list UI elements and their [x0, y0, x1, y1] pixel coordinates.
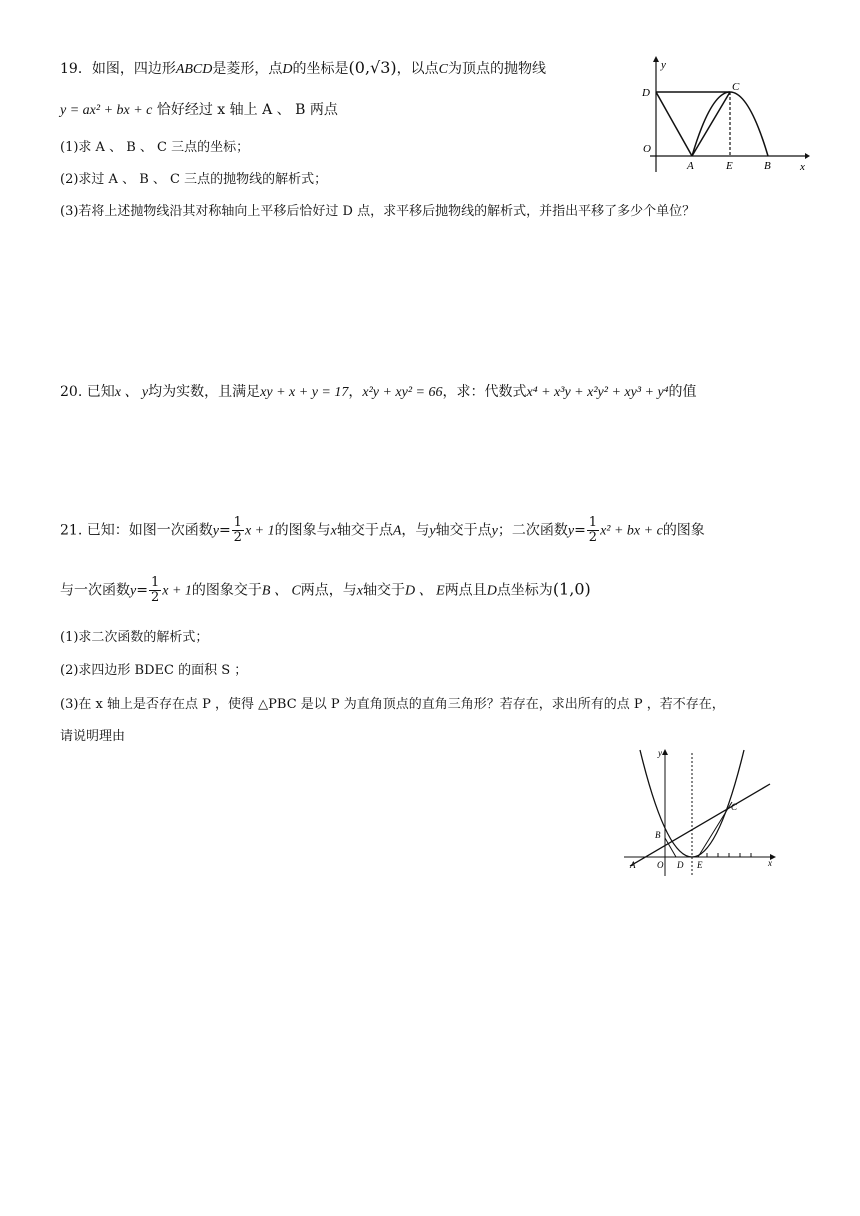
- q19-fig-d: D: [642, 87, 650, 99]
- q19-text: 为顶点的抛物线: [447, 61, 546, 77]
- fraction-denominator: 2: [233, 530, 242, 545]
- q19-sub1: (1)求 A 、 B 、 C 三点的坐标；: [60, 140, 250, 155]
- q21-fig-x: x: [768, 858, 772, 868]
- q21-fig-d: D: [677, 860, 684, 870]
- q21-quad-tail: x² + bx + c: [600, 523, 663, 539]
- q21-a: A: [392, 523, 402, 539]
- q21-fraction: [232, 516, 244, 545]
- q21-fig-o: O: [657, 860, 664, 870]
- q19-sub2: (2)求过 A 、 B 、 C 三点的抛物线的解析式；: [60, 172, 328, 187]
- q21-line2: [60, 576, 591, 605]
- q20-line: [60, 382, 697, 403]
- q20-text: ，求：代数式: [442, 384, 527, 400]
- q19-text: 恰好经过 x 轴上 A 、 B 两点: [156, 102, 338, 118]
- q21-y: y: [130, 583, 137, 599]
- q21-text: ；二次函数: [497, 522, 568, 539]
- fraction-numerator: 1: [233, 515, 242, 530]
- q19-fig-c: C: [732, 81, 740, 93]
- q19-fig-a: A: [687, 160, 694, 172]
- q21-y-point: y: [491, 523, 498, 539]
- q21-x: x: [356, 583, 364, 599]
- q21-fig-y: y: [658, 748, 662, 758]
- q21-fraction: [149, 576, 161, 605]
- q21-d-coord: (1,0): [552, 579, 591, 599]
- q20-text: 的值: [668, 384, 697, 400]
- fraction-denominator: 2: [588, 530, 598, 545]
- q19-coord: (0,√3): [348, 58, 397, 77]
- q19-line1: [60, 58, 546, 80]
- q21-text: 轴交于点: [435, 522, 492, 539]
- q21-eq-sign: =: [136, 582, 148, 599]
- q19-sub3: (3)若将上述抛物线沿其对称轴向上平移后恰好过 D 点，求平移后抛物线的解析式，并指出平移了多少个单位？: [60, 204, 696, 219]
- q19-equation: y = ax² + bx + c: [60, 103, 153, 118]
- q21-text: 点坐标为: [496, 582, 553, 599]
- q20-sep: ，: [348, 384, 363, 400]
- q19-fig-b: B: [764, 160, 771, 172]
- q21-d: D: [486, 583, 497, 599]
- q19-fig-e: E: [726, 160, 733, 172]
- q21-sub3-cont: 请说明理由: [60, 729, 126, 744]
- q21-de: D 、 E: [405, 583, 445, 599]
- fraction-numerator: 1: [588, 515, 598, 530]
- q19-fig-y: y: [661, 59, 666, 71]
- q21-text: 轴交于: [363, 582, 406, 599]
- q21-linear-tail: x + 1: [244, 523, 275, 539]
- q21-y: y: [212, 523, 219, 539]
- q21-fig-c: C: [731, 802, 738, 812]
- q20-vars: x 、 y: [114, 385, 149, 400]
- q21-fig-a: A: [630, 860, 636, 870]
- q21-eq-sign: =: [218, 522, 231, 539]
- q19-fig-o: O: [643, 143, 651, 155]
- q19-figure: [630, 52, 810, 182]
- q19-text: 的坐标是: [292, 61, 349, 77]
- q21-bc: B 、 C: [261, 583, 301, 599]
- q21-text: 两点且: [444, 582, 487, 599]
- q19-text: 是菱形，点: [212, 61, 283, 77]
- q20-text: 均为实数，且满足: [148, 384, 261, 400]
- fraction-denominator: 2: [150, 590, 160, 605]
- q21-x: x: [330, 523, 337, 539]
- q21-y: y: [567, 523, 575, 539]
- q21-sub2: (2)求四边形 BDEC 的面积 S ；: [60, 663, 248, 678]
- q21-text: 与一次函数: [60, 582, 130, 599]
- q21-text: 21. 已知：如图一次函数: [60, 522, 213, 539]
- q21-text: 的图象与: [274, 522, 331, 539]
- q21-fig-b: B: [655, 830, 661, 840]
- q21-text: ，与: [401, 522, 430, 539]
- q19-fig-x: x: [800, 161, 805, 173]
- q21-text: 两点，与: [300, 582, 357, 599]
- q21-y-axis: y: [429, 523, 436, 539]
- q21-text: 的图象: [662, 522, 705, 539]
- q21-sub1: (1)求二次函数的解析式；: [60, 630, 209, 645]
- q19-c: C: [438, 62, 448, 77]
- q20-text: 20. 已知: [60, 384, 115, 400]
- q21-line1: [60, 516, 705, 545]
- q21-linear-tail: x + 1: [162, 583, 192, 599]
- q19-line2: [60, 100, 338, 121]
- q19-abcd: ABCD: [175, 62, 213, 77]
- q21-sub3: (3)在 x 轴上是否存在点 P ，使得 △PBC 是以 P 为直角顶点的直角三角形？若存在，求出所有的点 P ，若不存在，: [60, 697, 725, 712]
- q21-text: 轴交于点: [336, 522, 393, 539]
- q21-figure: [620, 748, 780, 883]
- q20-eq2: x²y + xy² = 66: [362, 385, 443, 400]
- q19-text: 19．如图，四边形: [60, 61, 176, 77]
- q20-expr: x⁴ + x³y + x²y² + xy³ + y⁴: [526, 385, 669, 400]
- q21-fig-e: E: [697, 860, 703, 870]
- q21-fraction: [587, 516, 599, 545]
- q19-d: D: [282, 62, 293, 77]
- q21-eq-sign: =: [574, 522, 586, 539]
- q19-text: ，以点: [396, 61, 439, 77]
- fraction-numerator: 1: [150, 575, 160, 590]
- q21-text: 的图象交于: [191, 582, 262, 599]
- q20-eq1: xy + x + y = 17: [260, 385, 349, 400]
